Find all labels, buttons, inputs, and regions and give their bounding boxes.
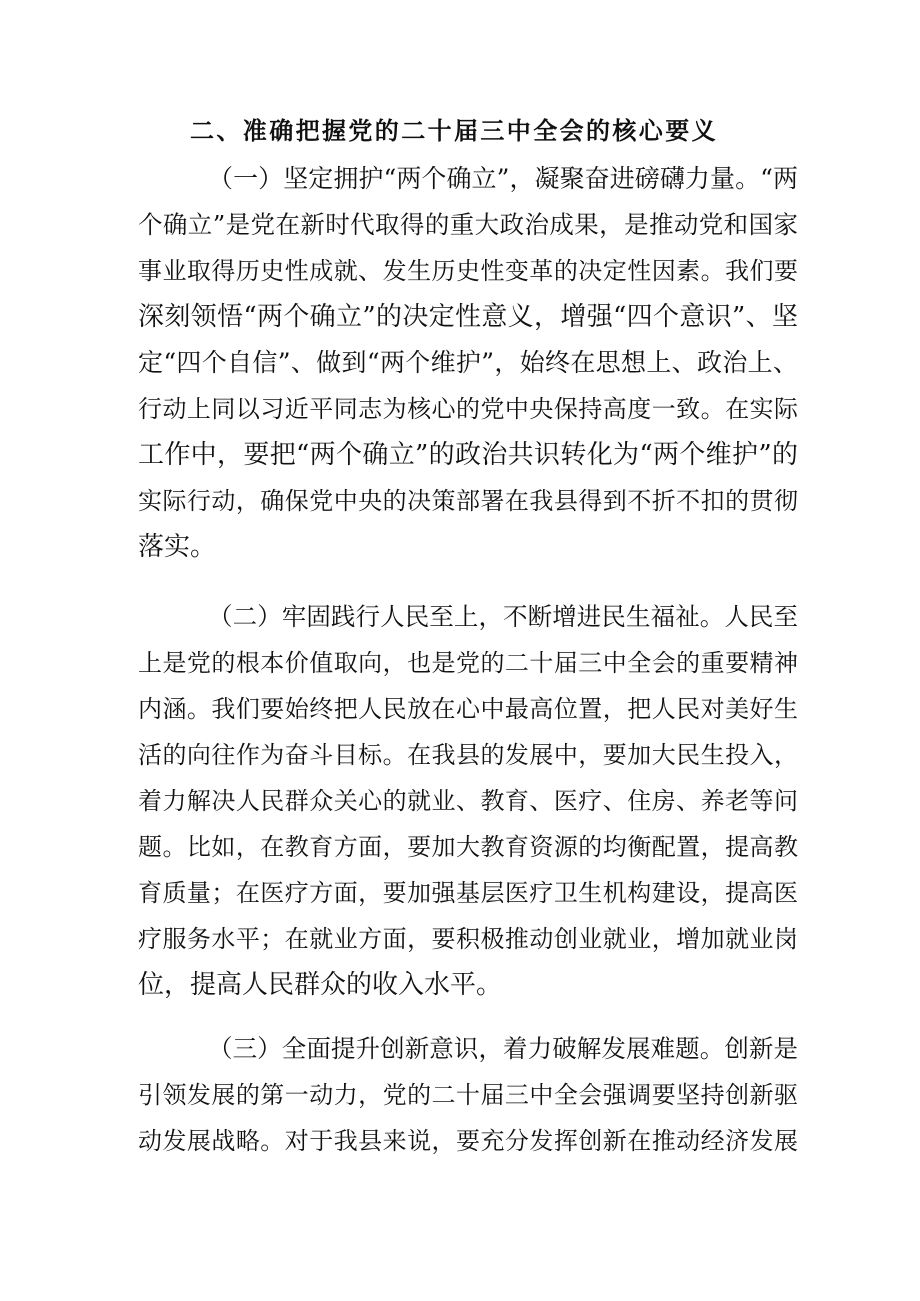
text-line: 疗服务水平；在就业方面，要积极推动创业就业，增加就业岗 [138, 925, 798, 953]
text-line: 活的向往作为奋斗目标。在我县的发展中，要加大民生投入， [138, 741, 798, 769]
text-line: 工作中，要把“两个确立”的政治共识转化为“两个维护”的 [138, 440, 798, 470]
text-line: 实际行动，确保党中央的决策部署在我县得到不折不扣的贯彻 [138, 487, 798, 515]
text-line: 事业取得历史性成就、发生历史性变革的决定性因素。我们要 [138, 257, 798, 285]
text-line: 个确立”是党在新时代取得的重大政治成果，是推动党和国家 [138, 210, 798, 239]
text-line: 定“四个自信”、做到“两个维护”，始终在思想上、政治上、 [138, 348, 798, 377]
text-line: 落实。 [138, 532, 217, 562]
section-heading: 二、准确把握党的二十届三中全会的核心要义 [190, 117, 718, 145]
paragraph-2 [138, 594, 798, 1008]
text-line: 引领发展的第一动力，党的二十届三中全会强调要坚持创新驱 [138, 1081, 798, 1109]
text-line: 育质量；在医疗方面，要加强基层医疗卫生机构建设，提高医 [138, 879, 798, 907]
text-line: 着力解决人民群众关心的就业、教育、医疗、住房、养老等问 [138, 787, 798, 815]
text-line: 位，提高人民群众的收入水平。 [138, 970, 503, 1000]
paragraph-1 [138, 156, 798, 570]
text-line: （二）牢固践行人民至上，不断增进民生福祉。人民至 [208, 602, 798, 631]
text-line: 题。比如，在教育方面，要加大教育资源的均衡配置，提高教 [138, 833, 798, 861]
text-line: （三）全面提升创新意识，着力破解发展难题。创新是 [208, 1034, 798, 1063]
text-line: 动发展战略。对于我县来说，要充分发挥创新在推动经济发展 [138, 1127, 798, 1155]
text-line: 行动上同以习近平同志为核心的党中央保持高度一致。在实际 [138, 395, 798, 423]
paragraph-3 [138, 1026, 798, 1164]
text-line: 上是党的根本价值取向，也是党的二十届三中全会的重要精神 [138, 649, 798, 677]
text-line: （一）坚定拥护“两个确立”，凝聚奋进磅礴力量。“两 [208, 164, 798, 193]
text-line: 内涵。我们要始终把人民放在心中最高位置，把人民对美好生 [138, 695, 798, 723]
text-line: 深刻领悟“两个确立”的决定性意义，增强“四个意识”、坚 [138, 302, 798, 332]
